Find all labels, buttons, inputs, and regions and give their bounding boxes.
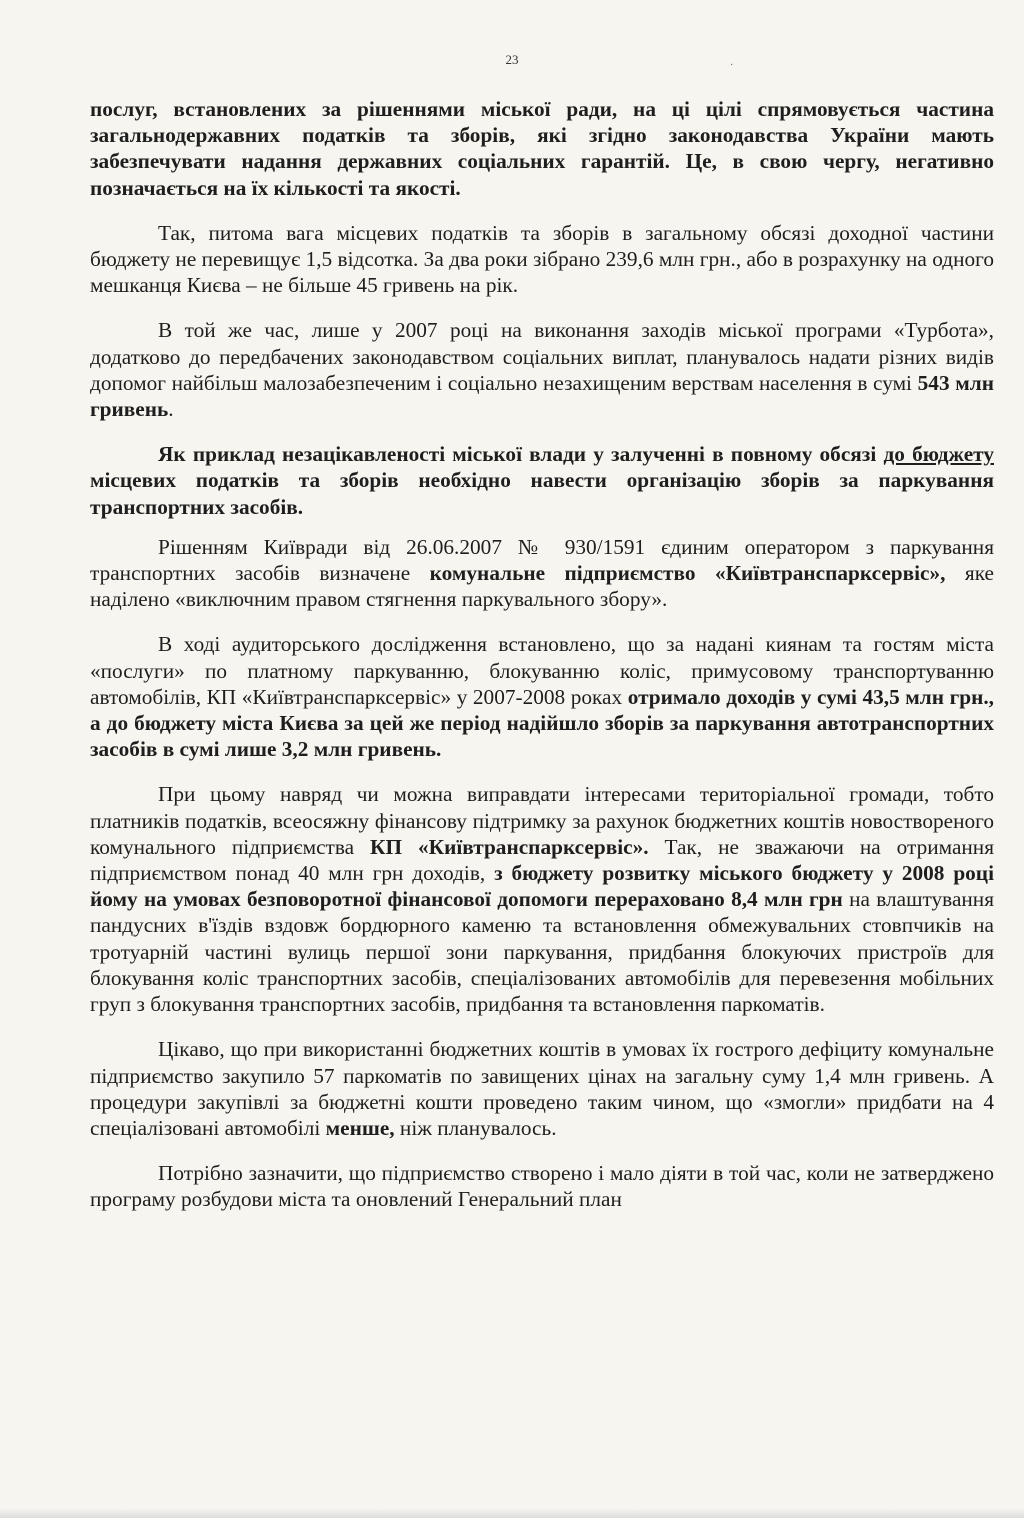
text: Цікаво, що при використанні бюджетних коштів в умовах їх гострого дефіциту комунальне підприємство закупило 57 паркоматів по завищених цінах на загальну суму 1,4 млн гривень. А процедури закупівлі за бюджетні кошти проведено таким чином, що «змогли» придбати на 4 спеціалізовані автомобілі (90, 1037, 994, 1140)
page-number: 23 (505, 52, 519, 67)
paragraph-8 (90, 1036, 994, 1141)
text: ніж планувалось. (394, 1115, 557, 1140)
underlined-text: до бюджету (883, 442, 994, 467)
text-bold: комунальне підприємство «Київтранспарксервіс», (429, 561, 946, 586)
text: В той же час, лише у 2007 році на виконання заходів міської програми «Турбота», додатково до передбачених законодавством соціальних виплат, планувалось надати різних видів допомог найбільш малозабезпеченим і соціально незахищеним верствам населення в сумі (90, 318, 994, 395)
paragraph-2 (90, 220, 994, 299)
text-bold: 543 млн гривень (90, 370, 994, 422)
text-bold: послуг, встановлених за рішеннями міської ради, на ці цілі спрямовується частина загальнодержавних податків та зборів, які згідно законодавства України мають забезпечувати надання державних соціальних гарантій. Це, в свою чергу, негативно позначається на їх кількості та якості. (90, 97, 994, 200)
document-body (90, 96, 994, 1232)
text: Потрібно зазначити, що підприємство створено і мало діяти в той час, коли не затверджено програму розбудови міста та оновлений Генеральний план (90, 1161, 994, 1212)
text: При цьому навряд чи можна виправдати інтересами територіальної громади, тобто платників податків, всеосяжну фінансову підтримку за рахунок бюджетних коштів новоствореного комунального підприємства (90, 782, 994, 859)
paragraph-6 (90, 631, 994, 762)
paragraph-1 (90, 96, 994, 201)
text: Рішенням Київради від 26.06.2007 № 930/1591 єдиним оператором з паркування транспортних засобів визначене (90, 534, 994, 586)
text-bold: Як приклад незацікавленості міської влади у залученні в повному обсязі (158, 442, 884, 467)
text-bold-underlined (883, 442, 994, 466)
paragraph-7 (90, 781, 994, 1017)
text-bold: КП «Київтранспарксервіс». (370, 834, 649, 859)
text: на влаштування пандусних в'їздів вздовж бордюрного каменю та встановлення обмежувальних стовпчиків на тротуарній частині вулиць першої зони паркування, придбання блокуючих пристроїв для блокування коліс транспортних засобів, спеціалізованих автомобілів для перевезення мобільних груп з блокування транспортних засобів, придбання та встановлення паркоматів. (90, 887, 994, 1017)
text: Так, не зважаючи на отримання підприємством понад 40 млн грн доходів, (90, 834, 995, 886)
paragraph-3 (90, 317, 994, 422)
text: яке наділено «виключним правом стягнення паркувального збору». (90, 561, 994, 612)
paragraph-5 (90, 534, 994, 613)
scan-edge (0, 1508, 1024, 1518)
paragraph-9 (90, 1160, 994, 1212)
text-bold: менше, (325, 1115, 395, 1140)
text-bold: отримало доходів у сумі 43,5 млн грн., а до бюджету міста Києва за цей же період надійшло зборів за паркування автотранспортних засобів в сумі лише 3,2 млн гривень. (90, 684, 994, 762)
text: . (168, 397, 174, 422)
text: Так, питома вага місцевих податків та зборів в загальному обсязі доходної частини бюджету не перевищує 1,5 відсотка. За два роки зібрано 239,6 млн грн., або в розрахунку на одного мешканця Києва – не більше 45 гривень на рік. (90, 220, 994, 298)
text-bold: місцевих податків та зборів необхідно навести організацію зборів за паркування транспортних засобів. (90, 468, 994, 519)
scan-speck: · (730, 60, 734, 71)
text-bold: з бюджету розвитку міського бюджету у 2008 році йому на умовах безповоротної фінансової допомоги перераховано 8,4 млн грн (90, 861, 994, 912)
paragraph-4 (90, 441, 994, 520)
text: В ході аудиторського дослідження встановлено, що за надані киянам та гостям міста «послуги» по платному паркуванню, блокуванню коліс, примусовому транспортуванню автомобілів, КП «Київтранспарксервіс» у 2007-2008 роках (90, 632, 994, 709)
